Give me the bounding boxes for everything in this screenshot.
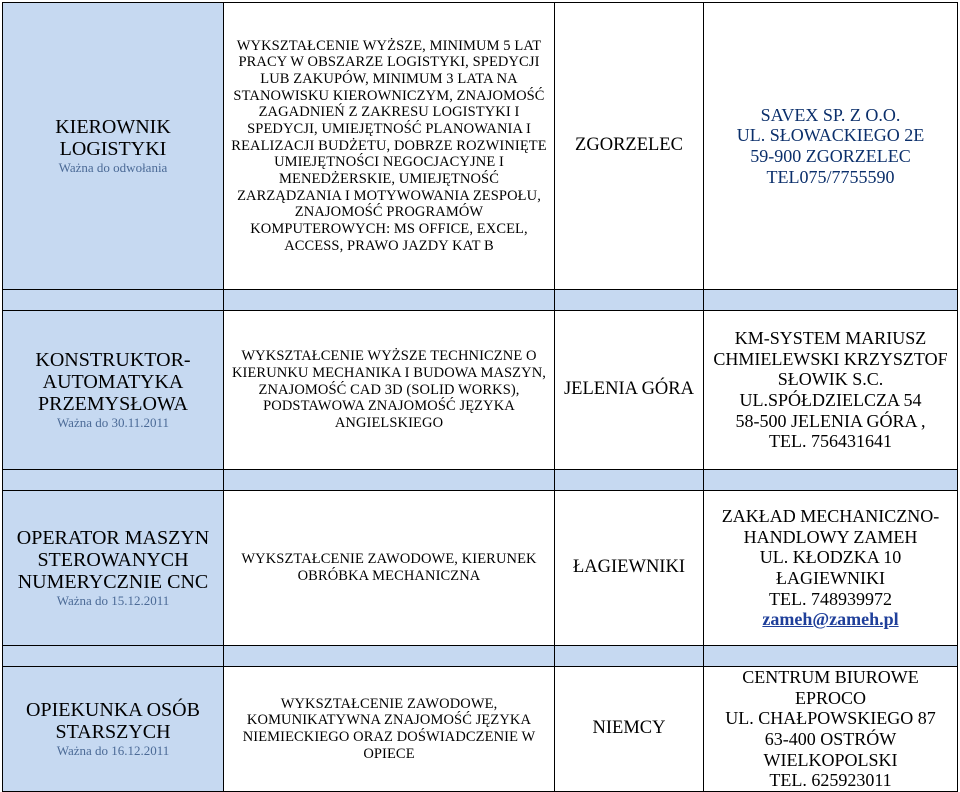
validity-label: Ważna do 15.12.2011 <box>56 593 170 609</box>
job-offers-table <box>2 2 958 792</box>
table-spacer <box>3 470 958 491</box>
position-cell <box>3 491 224 646</box>
position-cell <box>3 667 224 792</box>
requirements-cell: WYKSZTAŁCENIE WYŻSZE, MINIMUM 5 LAT PRACY W OBSZARZE LOGISTYKI, SPEDYCJI LUB ZAKUPÓW, MINIMUM 3 LATA NA STANOWISKU KIEROWNICZYM, ZNAJOMOŚĆ ZAGADNIEŃ Z ZAKRESU LOGISTYKI I SPEDYCJI, UMIEJĘTNOŚĆ PLANOWANIA I REALIZACJI BUDŻETU, DOBRZE ROZWINIĘTE UMIEJĘTNOŚCI NEGOCJACYJNE I MENEDŻERSKIE, UMIEJĘTNOŚĆ ZARZĄDZANIA I MOTYWOWANIA ZESPOŁU, ZNAJOMOŚĆ PROGRAMÓW KOMPUTEROWYCH: MS OFFICE, EXCEL, ACCESS, PRAWO JAZDY KAT B <box>224 3 555 290</box>
spacer-cell <box>555 290 704 311</box>
location-cell: NIEMCY <box>555 667 704 792</box>
employer-phone: TEL. 625923011 <box>769 770 892 791</box>
employer-cell <box>704 491 958 646</box>
spacer-cell <box>224 646 555 667</box>
position-title: OPIEKUNKA OSÓB STARSZYCH <box>26 699 200 744</box>
employer-cell <box>704 3 958 290</box>
position-cell <box>3 3 224 290</box>
employer-phone: TEL. 756431641 <box>769 431 892 452</box>
table-row <box>3 491 958 646</box>
location-cell: JELENIA GÓRA <box>555 311 704 470</box>
employer-cell <box>704 667 958 792</box>
location-cell: ŁAGIEWNIKI <box>555 491 704 646</box>
position-cell <box>3 311 224 470</box>
spacer-cell <box>704 470 958 491</box>
spacer-cell <box>704 290 958 311</box>
employer-street: UL. SŁOWACKIEGO 2E <box>736 125 925 146</box>
spacer-cell <box>704 646 958 667</box>
employer-phone: TEL075/7755590 <box>766 166 895 187</box>
position-title: KONSTRUKTOR-AUTOMATYKA PRZEMYSŁOWA <box>35 349 191 416</box>
validity-label: Ważna do odwołania <box>58 160 168 176</box>
requirements-cell: WYKSZTAŁCENIE ZAWODOWE, KOMUNIKATYWNA ZNAJOMOŚĆ JĘZYKA NIEMIECKIEGO ORAZ DOŚWIADCZENIE W OPIECE <box>224 667 555 792</box>
employer-street: UL. KŁODZKA 10 <box>759 547 902 568</box>
employer-city: 63-400 OSTRÓW WIELKOPOLSKI <box>763 729 898 770</box>
employer-email-link[interactable]: zameh@zameh.pl <box>762 609 899 630</box>
spacer-cell <box>3 470 224 491</box>
employer-street: UL.SPÓŁDZIELCZA 54 <box>739 390 922 410</box>
employer-street: UL. CHAŁPOWSKIEGO 87 <box>725 708 936 729</box>
table-spacer <box>3 290 958 311</box>
spacer-cell <box>224 470 555 491</box>
validity-label: Ważna do 16.12.2011 <box>56 743 170 759</box>
employer-name: SAVEX SP. Z O.O. <box>760 104 901 125</box>
location-cell: ZGORZELEC <box>555 3 704 290</box>
employer-phone: TEL. 748939972 <box>769 588 892 609</box>
employer-name: ZAKŁAD MECHANICZNO-HANDLOWY ZAMEH <box>721 505 940 547</box>
spacer-cell <box>3 290 224 311</box>
position-title: KIEROWNIK LOGISTYKI <box>55 116 171 161</box>
employer-city: ŁAGIEWNIKI <box>776 568 885 588</box>
requirements-cell: WYKSZTAŁCENIE ZAWODOWE, KIERUNEK OBRÓBKA MECHANICZNA <box>224 491 555 646</box>
spacer-cell <box>3 646 224 667</box>
employer-name: KM-SYSTEM MARIUSZ CHMIELEWSKI KRZYSZTOF SŁOWIK S.C. <box>713 327 948 390</box>
spacer-cell <box>555 646 704 667</box>
validity-label: Ważna do 30.11.2011 <box>56 415 170 431</box>
position-title: OPERATOR MASZYN STEROWANYCH NUMERYCZNIE CNC <box>16 527 210 594</box>
employer-city: 59-900 ZGORZELEC <box>750 146 911 166</box>
requirements-cell: WYKSZTAŁCENIE WYŻSZE TECHNICZNE O KIERUNKU MECHANIKA I BUDOWA MASZYN, ZNAJOMOŚĆ CAD 3D (SOLID WORKS), PODSTAWOWA ZNAJOMOŚĆ JĘZYKA ANGIELSKIEGO <box>224 311 555 470</box>
table-row <box>3 667 958 792</box>
table-spacer <box>3 646 958 667</box>
employer-city: 58-500 JELENIA GÓRA , <box>735 410 926 431</box>
spacer-cell <box>224 290 555 311</box>
table-row <box>3 311 958 470</box>
employer-cell <box>704 311 958 470</box>
table-row <box>3 3 958 290</box>
employer-name: CENTRUM BIUROWE EPROCO <box>742 667 919 708</box>
spacer-cell <box>555 470 704 491</box>
